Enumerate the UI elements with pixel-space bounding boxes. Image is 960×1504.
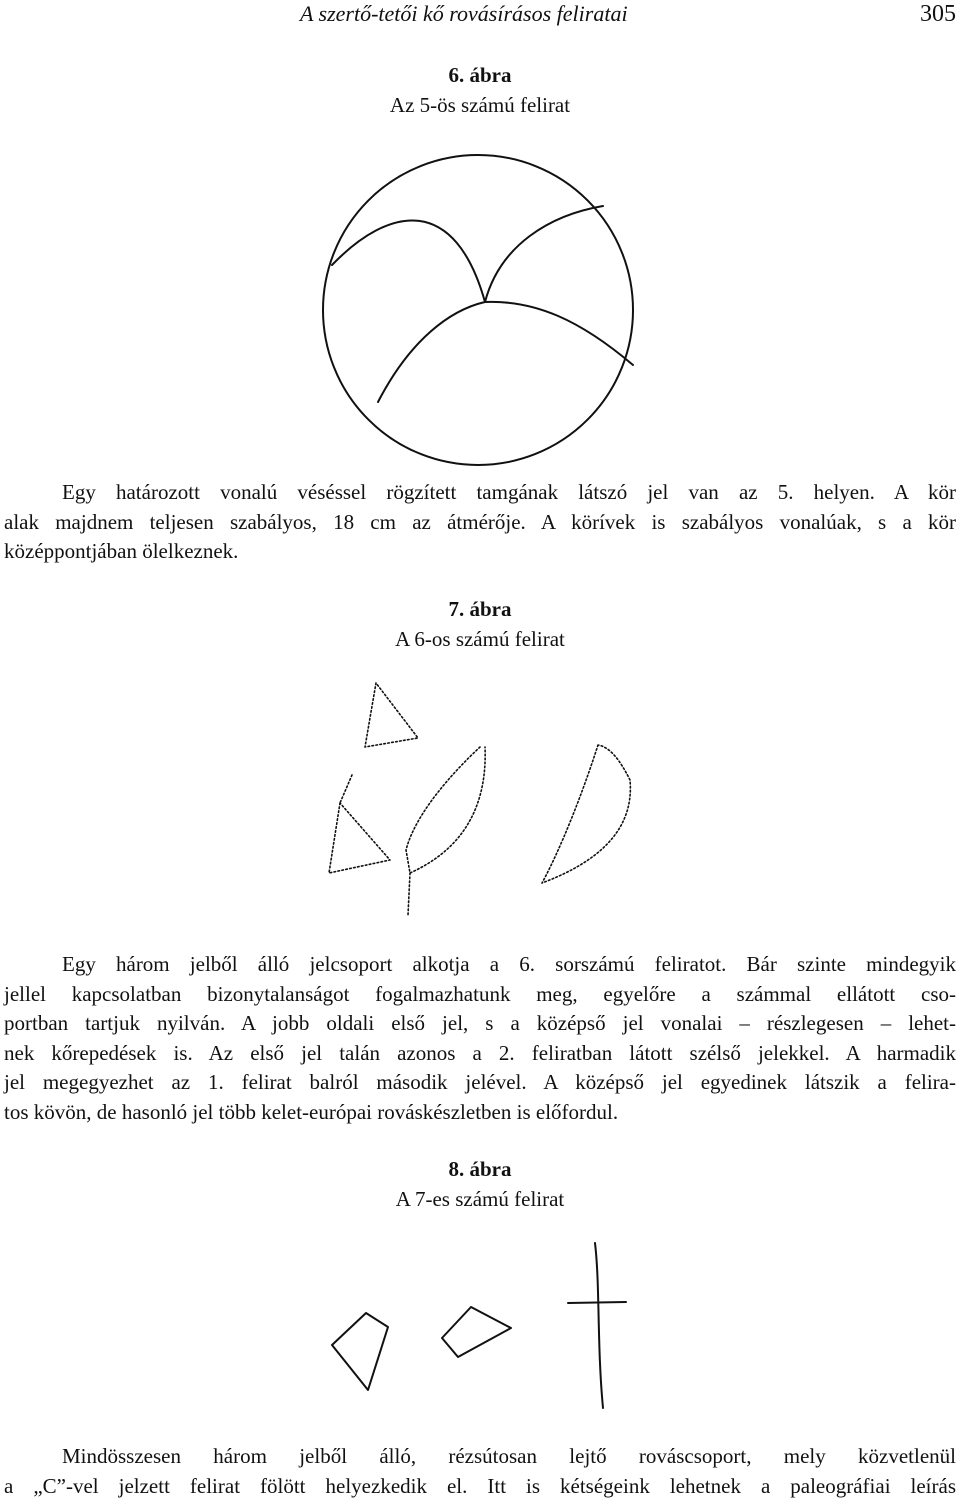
paragraph-1-line: alak majdnem teljesen szabályos, 18 cm az átmérője. A körívek is szabályos vonalúak, s a kör: [4, 509, 956, 534]
paragraph-1-line: Egy határozott vonalú véséssel rögzített tamgának látszó jel van az 5. helyen. A kör: [62, 480, 956, 504]
paragraph-1-line: középpontjában ölelkeznek.: [4, 539, 239, 563]
figure-7-number: 7. ábra: [448, 597, 512, 621]
figure-7-caption: [0, 594, 960, 654]
paragraph-2-line: tos kövön, de hasonló jel több kelet-európai rováskészletben is előfordul.: [4, 1099, 619, 1124]
figure-8-drawing: [320, 1235, 640, 1415]
figure-6-title: Az 5-ös számú felirat: [389, 93, 571, 117]
tamga-arc-left: [332, 220, 485, 302]
sign-rhombus-left: [332, 1313, 388, 1390]
figure-7-drawing: [320, 675, 640, 925]
tamga-arc-lower: [378, 302, 633, 402]
figure-6-number: 6. ábra: [448, 63, 512, 87]
paragraph-2-line: Egy három jelből álló jelcsoport alkotja a 6. sorszámú feliratot. Bár szinte mindegyik: [62, 952, 956, 976]
sign-cross: [568, 1243, 626, 1408]
figure-8-number: 8. ábra: [448, 1157, 512, 1181]
sign-right: [542, 745, 630, 883]
paragraph-3-line: a „C”-vel jelzett felirat fölött helyezkedik el. Itt is kétségeink lehetnek a paleográfiai leírás: [4, 1473, 956, 1498]
figure-8-caption: [0, 1154, 960, 1214]
figure-6-drawing: [320, 150, 640, 470]
sign-middle: [406, 747, 485, 915]
paragraph-2-line: portban tartjuk nyilván. A jobb oldali első jel, s a középső jel vonalai – részlegesen – lehet-: [4, 1011, 956, 1035]
running-title: A szertő-tetői kő rovásírásos feliratai: [300, 1, 628, 26]
paragraph-1: [4, 478, 956, 567]
sign-rhombus-middle: [442, 1307, 511, 1357]
paragraph-2-line: jellel kapcsolatban bizonytalanságot fogalmazhatunk meg, egyelőre a számmal ellátott cso-: [4, 981, 956, 1006]
paragraph-2: [4, 950, 956, 1127]
tamga-arc-right: [485, 206, 603, 302]
tamga-circle: [323, 155, 633, 465]
page-number: 305: [920, 1, 956, 27]
paragraph-3: [4, 1442, 956, 1501]
paragraph-3-line: Mindösszesen három jelből álló, rézsútosan lejtő rováscsoport, mely közvetlenül: [62, 1444, 956, 1468]
figure-7-title: A 6-os számú felirat: [395, 627, 565, 651]
paragraph-2-line: nek kőrepedések is. Az első jel talán azonos a 2. feliratban látott szélső jelekkel. A harmadik: [4, 1040, 956, 1065]
figure-6-caption: [0, 60, 960, 120]
figure-8-title: A 7-es számú felirat: [395, 1187, 565, 1211]
paragraph-2-line: jel megegyezhet az 1. felirat balról második jelével. A középső jel egyedinek látszik a felira-: [4, 1070, 956, 1094]
sign-left: [329, 683, 418, 873]
running-head: [0, 0, 960, 30]
